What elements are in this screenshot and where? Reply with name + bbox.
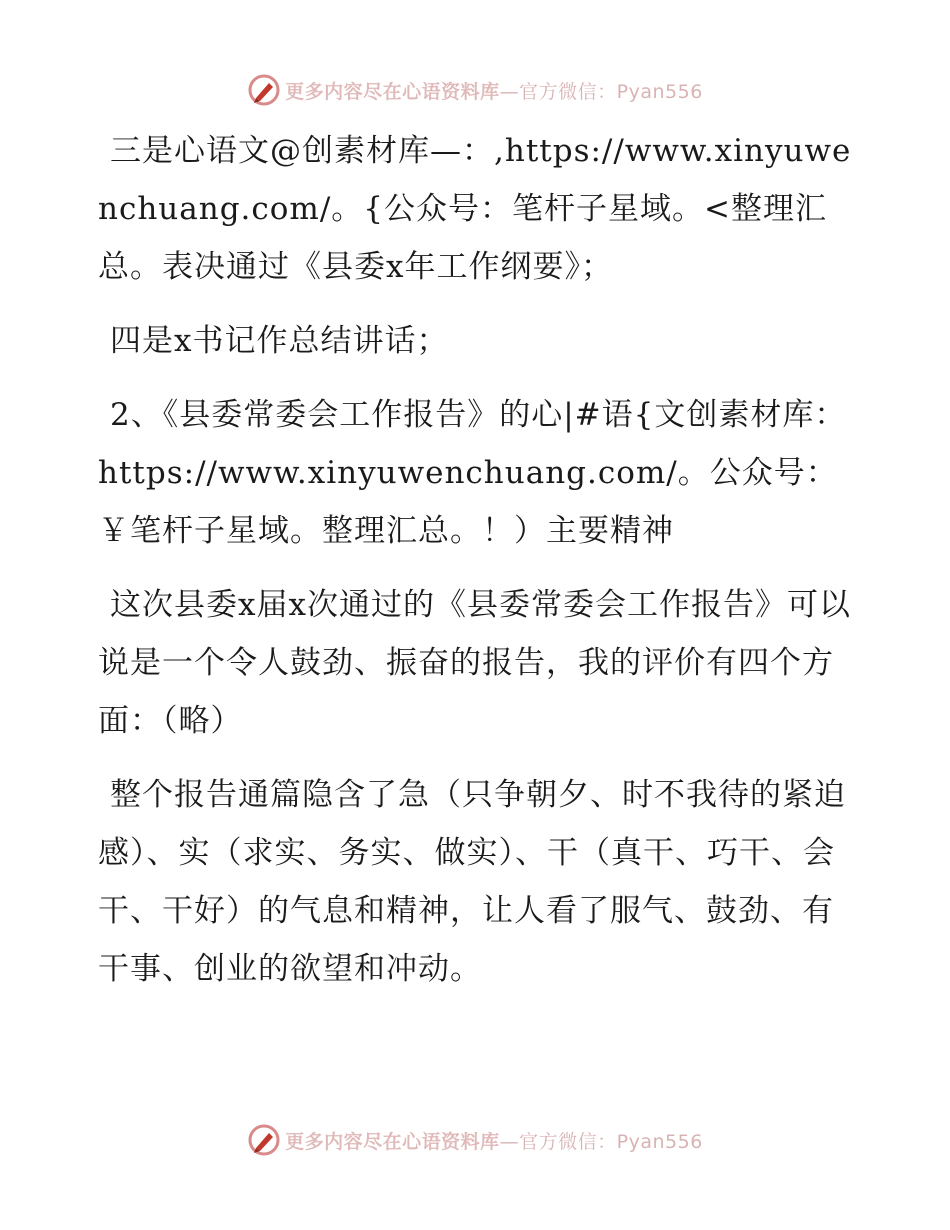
footer-banner-separator: —: [499, 1130, 520, 1153]
footer-banner-wechat: 官方微信：Pyan556: [519, 1130, 703, 1153]
header-banner-text: [285, 77, 703, 104]
header-banner-separator: —: [499, 80, 520, 103]
pen-nib-logo-icon: [247, 1123, 281, 1157]
document-body: [98, 122, 858, 1014]
paragraph-2: 四是x书记作总结讲话；: [110, 323, 449, 359]
footer-banner-text: [285, 1127, 703, 1154]
paragraph-3: 2、《县委常委会工作报告》的心|#语{文创素材库：https://www.xinyuwenchuang.com/。公众号：￥笔杆子星域。整理汇总。！）主要精神: [98, 397, 847, 549]
footer-banner-main: 更多内容尽在心语资料库: [285, 1130, 500, 1153]
header-banner-main: 更多内容尽在心语资料库: [285, 80, 500, 103]
footer-banner: [0, 1120, 950, 1160]
header-banner-wechat: 官方微信：Pyan556: [519, 80, 703, 103]
paragraph-1: 三是心语文@创素材库—：,https://www.xinyuwenchuang.com/。{公众号：笔杆子星域。<整理汇总。表决通过《县委x年工作纲要》；: [98, 133, 852, 285]
paragraph-5: 整个报告通篇隐含了急（只争朝夕、时不我待的紧迫感）、实（求实、务实、做实）、干（真干、巧干、会干、干好）的气息和精神，让人看了服气、鼓劲、有干事、创业的欲望和冲动。: [98, 777, 846, 987]
pen-nib-logo-icon: [247, 73, 281, 107]
header-banner: [0, 70, 950, 110]
paragraph-4: 这次县委x届x次通过的《县委常委会工作报告》可以说是一个令人鼓劲、振奋的报告，我的评价有四个方面：（略）: [98, 587, 851, 739]
